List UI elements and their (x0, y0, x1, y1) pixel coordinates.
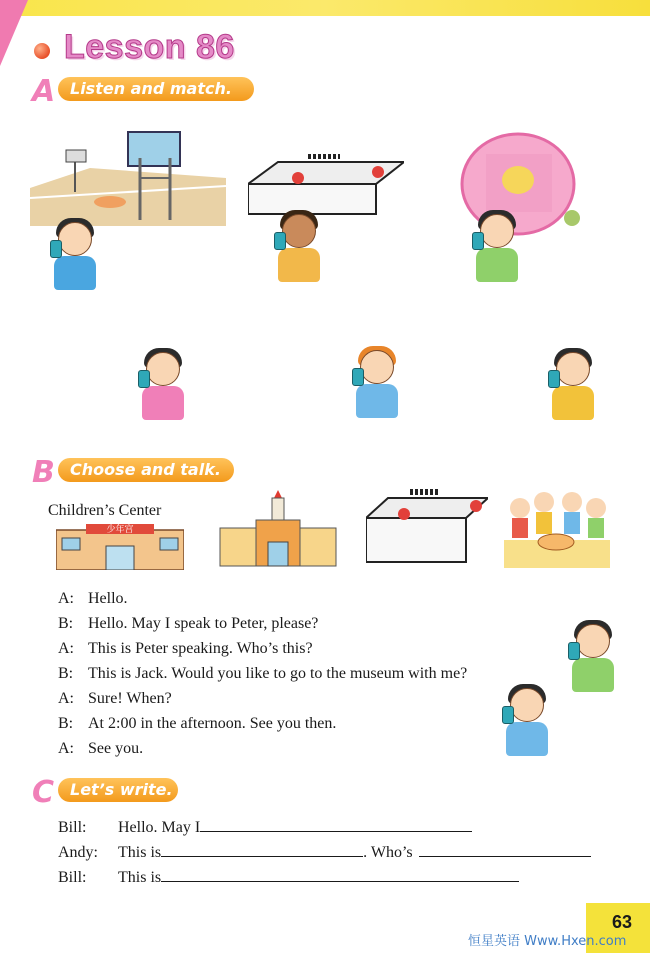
dialogue-text: Hello. (88, 590, 128, 607)
answer-blank[interactable] (161, 842, 363, 857)
dialogue-text: At 2:00 in the afternoon. See you then. (88, 715, 337, 732)
museum-illustration (216, 490, 340, 568)
section-a-title: Listen and match. (58, 77, 254, 101)
museum-picture (216, 490, 340, 568)
section-b-title: Choose and talk. (58, 458, 234, 482)
dialogue-line (58, 614, 318, 634)
girl-on-phone-1 (470, 214, 524, 284)
basketball-court-picture (30, 128, 226, 226)
lesson-title: Lesson 86 (64, 28, 235, 66)
page-number: 63 (612, 912, 633, 932)
dialogue-speaker: A: (58, 590, 74, 607)
dialogue-text: Sure! When? (88, 690, 172, 707)
dialogue-text: This is Jack. Would you like to go to the museum with me? (88, 665, 468, 682)
section-c-letter: C (32, 775, 55, 810)
boy-on-phone-peter (566, 624, 620, 694)
dialogue-speaker: B: (58, 715, 74, 732)
dialogue-speaker: B: (58, 665, 74, 682)
dialogue-text: Hello. May I speak to Peter, please? (88, 615, 319, 632)
write-prompt: This is (118, 869, 162, 886)
dialogue-speaker: A: (58, 740, 74, 757)
childrens-center-caption: Children’s Center (48, 502, 162, 519)
dialogue-speaker: B: (58, 615, 74, 632)
dialogue-speaker: A: (58, 640, 74, 657)
boy-on-phone-3 (546, 352, 600, 422)
basketball-court-illustration (30, 128, 226, 226)
write-speaker: Bill: (58, 819, 87, 836)
birthday-party-picture (504, 490, 610, 568)
answer-blank[interactable] (161, 867, 519, 882)
dialogue-speaker: A: (58, 690, 74, 707)
dialogue-line (58, 589, 128, 609)
childrens-center-sign: 少年宫 (106, 525, 134, 535)
watermark: 恒星英语 Www.Hxen.com (468, 934, 627, 949)
write-row (58, 817, 472, 838)
section-b-letter: B (32, 455, 55, 490)
dialogue-line (58, 714, 336, 734)
girl-on-phone-2 (136, 352, 190, 422)
section-c-title: Let’s write. (58, 778, 178, 802)
girl-on-phone-3 (350, 350, 404, 420)
dialogue-line (58, 639, 313, 659)
ping-pong-table-picture-b (366, 488, 488, 568)
write-prompt-middle: . Who’s (363, 844, 413, 861)
boy-on-phone-2 (272, 214, 326, 284)
section-a-letter: A (32, 74, 56, 109)
top-left-corner (0, 0, 28, 66)
answer-blank[interactable] (200, 817, 472, 832)
dialogue-line (58, 689, 172, 709)
write-row (58, 867, 519, 888)
childrens-center-picture (56, 524, 184, 570)
write-prompt: This is (118, 844, 162, 861)
boy-on-phone-jack (500, 688, 554, 758)
dialogue-text: This is Peter speaking. Who’s this? (88, 640, 313, 657)
answer-blank[interactable] (419, 842, 591, 857)
dialogue-line (58, 739, 143, 759)
dialogue-text: See you. (88, 740, 144, 757)
write-speaker: Bill: (58, 869, 87, 886)
boy-on-phone-1 (48, 222, 102, 292)
write-speaker: Andy: (58, 844, 98, 861)
bullet-dot-icon (34, 43, 50, 59)
dialogue-line (58, 664, 467, 684)
birthday-party-illustration (504, 490, 610, 568)
ping-pong-illustration-b (366, 488, 488, 568)
write-prompt: Hello. May I (118, 819, 201, 836)
top-banner (0, 0, 650, 16)
write-row (58, 842, 591, 863)
